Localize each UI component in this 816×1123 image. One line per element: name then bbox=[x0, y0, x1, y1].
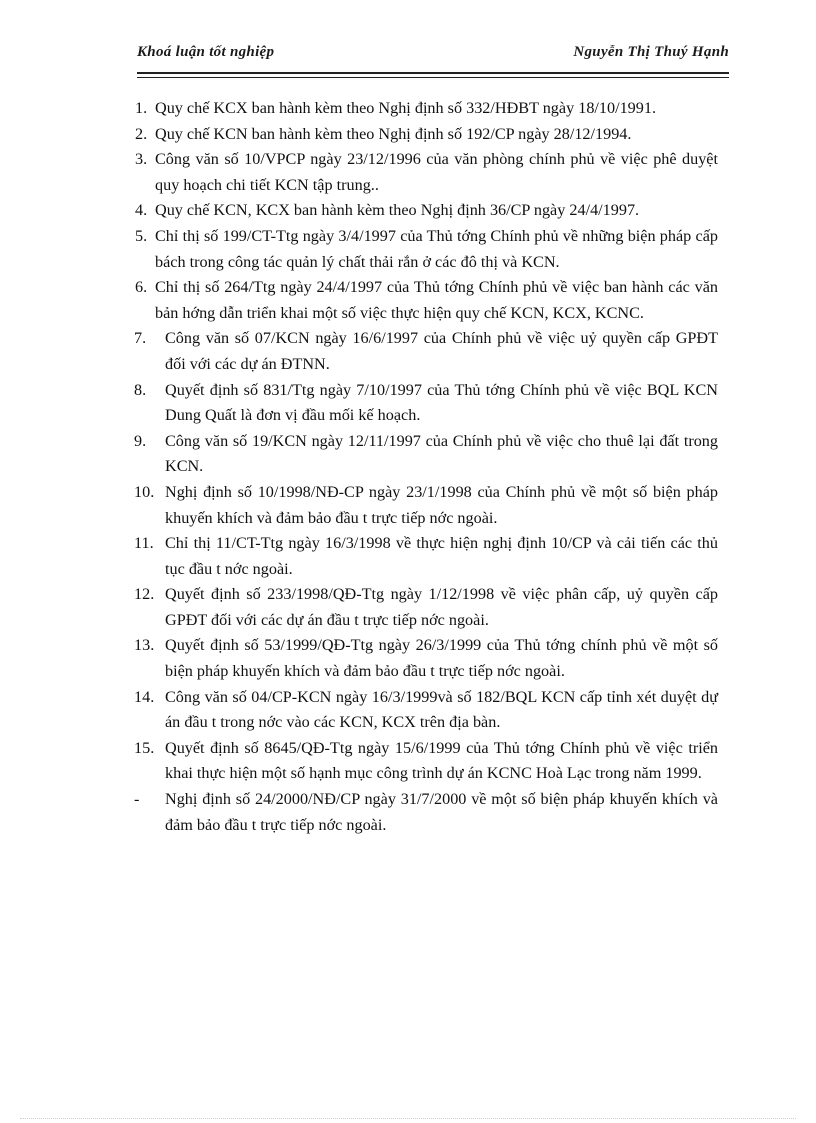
item-number: 4. bbox=[135, 201, 148, 220]
list-item bbox=[134, 326, 718, 377]
item-number: 9. bbox=[134, 431, 147, 450]
list-item bbox=[134, 378, 718, 429]
item-text: Quyết định số 233/1998/QĐ-Ttg ngày 1/12/1998 về việc phân cấp, uỷ quyền cấp GPĐT đối với các dự án đầu t trực tiếp nớc ngoài. bbox=[165, 585, 718, 629]
header-author-name: Nguyễn Thị Thuý Hạnh bbox=[573, 44, 729, 60]
header-thesis-title: Khoá luận tốt nghiệp bbox=[137, 44, 275, 60]
item-text: Quyết định số 831/Ttg ngày 7/10/1997 của Thủ tớng Chính phủ về việc BQL KCN Dung Quất là đơn vị đầu mối kế hoạch. bbox=[165, 380, 718, 425]
item-number: 7. bbox=[134, 329, 147, 348]
item-number: 8. bbox=[134, 380, 147, 399]
list-item bbox=[134, 224, 718, 275]
item-text: Quy chế KCN, KCX ban hành kèm theo Nghị định 36/CP ngày 24/4/1997. bbox=[155, 201, 640, 220]
list-item bbox=[134, 429, 718, 480]
page-header bbox=[137, 44, 729, 66]
list-item bbox=[134, 633, 718, 684]
item-number: 6. bbox=[135, 278, 148, 297]
item-text: Quy chế KCN ban hành kèm theo Nghị định số 192/CP ngày 28/12/1994. bbox=[155, 124, 632, 143]
item-text: Chỉ thị số 199/CT-Ttg ngày 3/4/1997 của Thủ tớng Chính phủ về những biện pháp cấp bách trong công tác quản lý chất thải rắn ở các đô thị và KCN. bbox=[155, 226, 718, 271]
item-number: 3. bbox=[135, 150, 148, 169]
list-item bbox=[134, 736, 718, 787]
item-number: 13. bbox=[134, 636, 155, 655]
item-text: Quyết định số 8645/QĐ-Ttg ngày 15/6/1999 của Thủ tớng Chính phủ về việc triển khai thực hiện một số hạnh mục công trình dự án KCNC Hoà Lạc trong năm 1999. bbox=[165, 738, 718, 783]
list-item bbox=[134, 122, 718, 148]
item-number: - bbox=[134, 790, 140, 809]
item-text: Chỉ thị 11/CT-Ttg ngày 16/3/1998 về thực hiện nghị định 10/CP và cải tiến các thủ tục đầu t nớc ngoài. bbox=[165, 534, 718, 578]
header-rule-thick bbox=[137, 72, 729, 74]
item-text: Chỉ thị số 264/Ttg ngày 24/4/1997 của Thủ tớng Chính phủ về việc ban hành các văn bản hớng dẫn triển khai một số việc thực hiện quy chế KCN, KCX, KCNC. bbox=[155, 278, 718, 322]
item-text: Công văn số 07/KCN ngày 16/6/1997 của Chính phủ về việc uỷ quyền cấp GPĐT đối với các dự án ĐTNN. bbox=[165, 329, 718, 373]
list-item bbox=[134, 787, 718, 838]
list-item bbox=[134, 198, 718, 224]
header-rule-thin bbox=[137, 77, 729, 78]
list-item bbox=[134, 275, 718, 326]
item-text: Công văn số 10/VPCP ngày 23/12/1996 của văn phòng chính phủ về việc phê duyệt quy hoạch chi tiết KCN tập trung.. bbox=[155, 150, 718, 194]
item-text: Công văn số 19/KCN ngày 12/11/1997 của Chính phủ về việc cho thuê lại đất trong KCN. bbox=[165, 431, 718, 476]
item-text: Công văn số 04/CP-KCN ngày 16/3/1999và số 182/BQL KCN cấp tỉnh xét duyệt dự án đầu t trong nớc vào các KCN, KCX trên địa bàn. bbox=[165, 687, 718, 732]
list-item bbox=[134, 147, 718, 198]
list-item bbox=[134, 480, 718, 531]
item-number: 12. bbox=[134, 585, 155, 604]
item-number: 2. bbox=[135, 124, 148, 143]
page-bottom-border bbox=[20, 1118, 796, 1119]
reference-list bbox=[134, 96, 718, 838]
item-number: 15. bbox=[134, 738, 155, 757]
list-item bbox=[134, 582, 718, 633]
item-text: Nghị định số 10/1998/NĐ-CP ngày 23/1/1998 của Chính phủ về một số biện pháp khuyến khích và đảm bảo đầu t trực tiếp nớc ngoài. bbox=[165, 482, 718, 527]
item-number: 11. bbox=[134, 534, 154, 553]
item-text: Quyết định số 53/1999/QĐ-Ttg ngày 26/3/1999 của Thủ tớng chính phủ về một số biện pháp khuyến khích và đảm bảo đầu t trực tiếp nớc ngoài. bbox=[165, 636, 718, 681]
list-item bbox=[134, 685, 718, 736]
list-item bbox=[134, 96, 718, 122]
item-number: 14. bbox=[134, 687, 155, 706]
item-text: Quy chế KCX ban hành kèm theo Nghị định số 332/HĐBT ngày 18/10/1991. bbox=[155, 99, 657, 117]
item-number: 10. bbox=[134, 482, 155, 501]
item-number: 5. bbox=[135, 226, 148, 245]
item-text: Nghị định số 24/2000/NĐ/CP ngày 31/7/2000 về một số biện pháp khuyến khích và đảm bảo đầu t trực tiếp nớc ngoài. bbox=[165, 790, 718, 834]
list-item bbox=[134, 531, 718, 582]
item-number: 1. bbox=[135, 99, 148, 117]
